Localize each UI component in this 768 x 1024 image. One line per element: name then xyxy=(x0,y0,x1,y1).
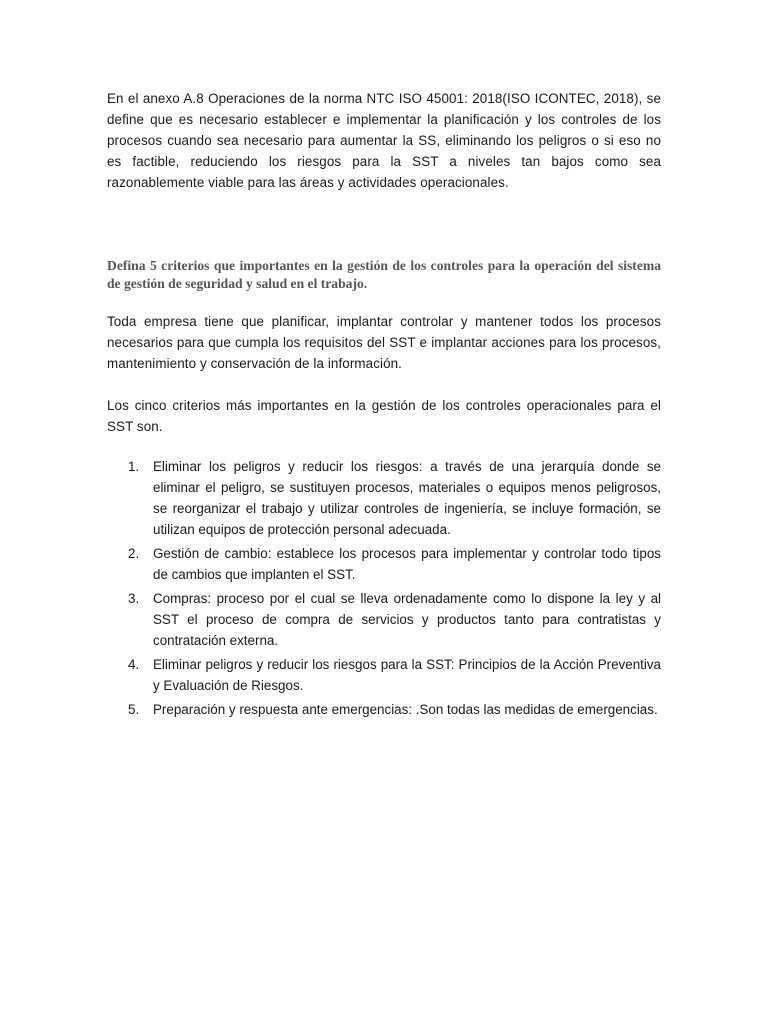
document-page xyxy=(107,88,661,723)
intro-paragraph: En el anexo A.8 Operaciones de la norma NTC ISO 45001: 2018(ISO ICONTEC, 2018), se define que es necesario establecer e implementar la planificación y los controles de los procesos cuando sea necesario para aumentar la SS, eliminando los peligros o si eso no es factible, reduciendo los riesgos para la SST a niveles tan bajos como sea razonablemente viable para las áreas y actividades operacionales. xyxy=(107,91,661,190)
criteria-number: 5. xyxy=(128,702,140,717)
criteria-list xyxy=(107,456,661,720)
criteria-text: Gestión de cambio: establece los procesos para implementar y controlar todo tipos de cambios que implanten el SST. xyxy=(153,546,661,582)
criteria-item-5 xyxy=(107,699,661,720)
question-heading: Defina 5 criterios que importantes en la gestión de los controles para la operación del sistema de gestión de seguridad y salud en el trabajo. xyxy=(107,258,661,291)
criteria-number: 3. xyxy=(128,591,140,606)
criteria-text: Eliminar los peligros y reducir los riesgos: a través de una jerarquía donde se eliminar el peligro, se sustituyen procesos, materiales o equipos menos peligrosos, se reorganizar el trabajo y utilizar controles de ingeniería, se incluye formación, se utilizan equipos de protección personal adecuada. xyxy=(153,459,661,537)
criteria-number: 1. xyxy=(128,459,140,474)
criteria-item-1 xyxy=(107,456,661,540)
criteria-text: Compras: proceso por el cual se lleva ordenadamente como lo dispone la ley y al SST el proceso de compra de servicios y productos tanto para contratistas y contratación externa. xyxy=(153,591,661,648)
criteria-item-3 xyxy=(107,588,661,651)
criteria-item-2 xyxy=(107,543,661,585)
criteria-text: Eliminar peligros y reducir los riesgos para la SST: Principios de la Acción Preventiva y Evaluación de Riesgos. xyxy=(153,657,661,693)
criteria-number: 4. xyxy=(128,657,140,672)
answer-paragraph: Toda empresa tiene que planificar, implantar controlar y mantener todos los procesos necesarios para que cumpla los requisitos del SST e implantar acciones para los procesos, mantenimiento y conservación de la información. xyxy=(107,314,661,371)
criteria-text: Preparación y respuesta ante emergencias: .Son todas las medidas de emergencias. xyxy=(153,702,658,717)
criteria-number: 2. xyxy=(128,546,140,561)
criteria-intro-paragraph: Los cinco criterios más importantes en la gestión de los controles operacionales para el SST son. xyxy=(107,398,661,434)
criteria-item-4 xyxy=(107,654,661,696)
